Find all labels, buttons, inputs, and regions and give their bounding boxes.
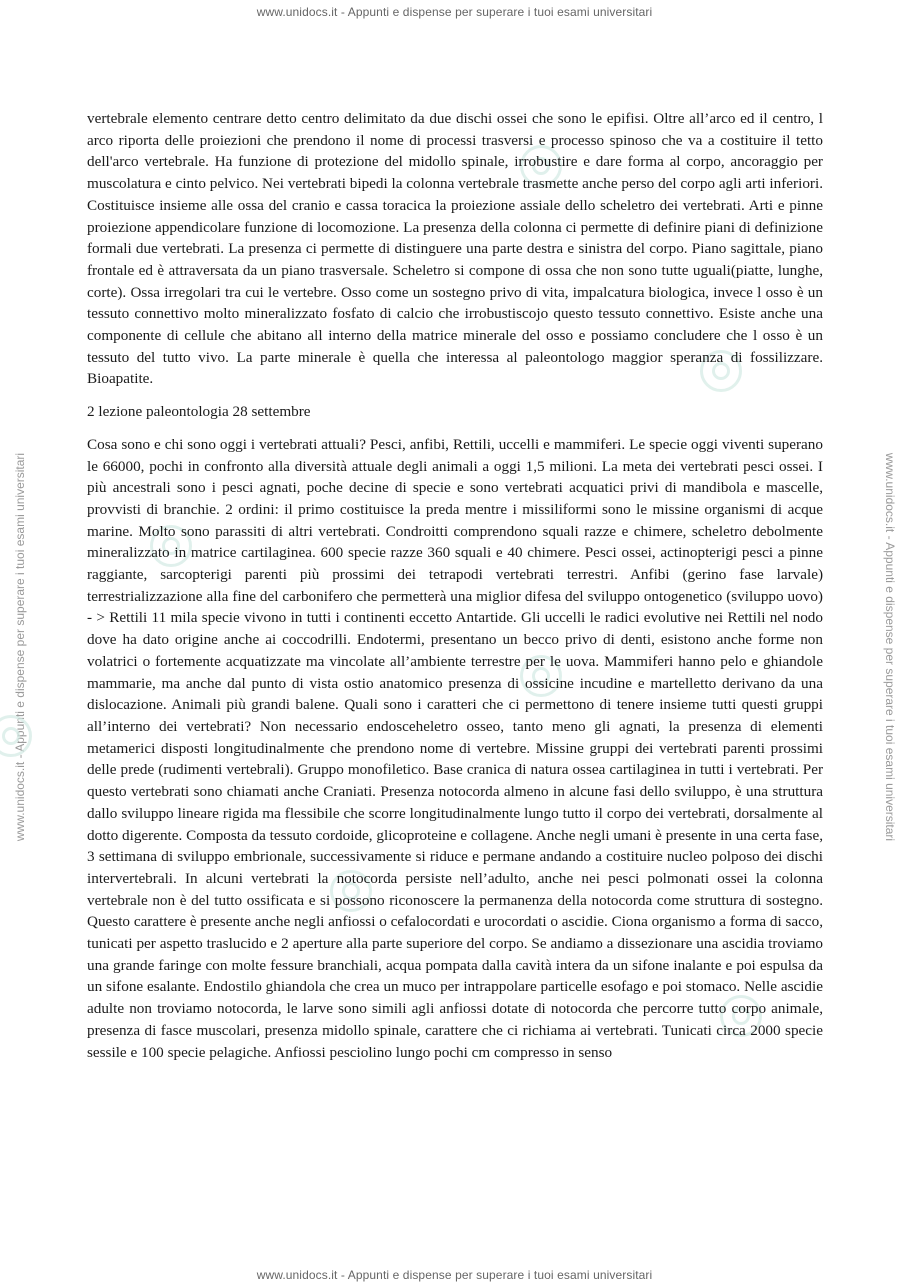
left-side-watermark: www.unidocs.it - Appunti e dispense per superare i tuoi esami universitari: [13, 452, 27, 842]
watermark-logo-icon: [0, 715, 32, 757]
lesson-heading: 2 lezione paleontologia 28 settembre: [87, 403, 311, 421]
paragraph-vertebral-column: vertebrale elemento centrare detto centro delimitato da due dischi ossei che sono le epifisi. Oltre all’arco ed il centro, l arco riporta delle proiezioni che prendono il nome di processi trasversi e processo spinoso che va a costituire il tetto dell'arco vertebrale. Ha funzione di protezione del midollo spinale, irrobustire e dare forma al corpo, ancoraggio per muscolatura e cinto pelvico. Nei vertebrati bipedi la colonna vertebrale trasmette anche perso del corpo agli arti inferiori. Costituisce insieme alle ossa del cranio e cassa toracica la proiezione assiale dello scheletro dei vertebrati. Arti e pinne proiezione appendicolare funzione di locomozione. La presenza della colonna ci permette di definire piani di definizione formali due vertebrati. La presenza ci permette di distinguere una parte destra e sinistra del corpo. Piano sagittale, piano frontale ed è attraversata da un piano trasversale. Scheletro si compone di ossa che non sono tutte uguali(piatte, lunghe, corte). Ossa irregolari tra cui le vertebre. Osso come un sostegno privo di vita, impalcatura biologica, invece l osso è un tessuto connettivo molto mineralizzato fosfato di calcio che irrobustiscojo questo tessuto connettivo. Esiste anche una componente di cellule che abitano all interno della matrice minerale del osso e possiamo concludere che l osso è un tessuto del tutto vivo. La parte minerale è quella che interessa al paleontologo maggior speranza di fossilizzare. Bioapatite.: [87, 110, 823, 388]
right-side-watermark: www.unidocs.it - Appunti e dispense per superare i tuoi esami universitari: [883, 452, 897, 842]
bottom-watermark-banner: www.unidocs.it - Appunti e dispense per superare i tuoi esami universitari: [256, 1268, 653, 1282]
paragraph-living-vertebrates: Cosa sono e chi sono oggi i vertebrati attuali? Pesci, anfibi, Rettili, uccelli e mammiferi. Le specie oggi viventi superano le 66000, pochi in confronto alla diversità attuale degli animali a oggi 1,5 milioni. La meta dei vertebrati pesci ossei. I più ancestrali sono i pesci agnati, poche decine di specie e sono vertebrati acquatici privi di mandibola e mascelle, provvisti di branchie. 2 ordini: il primo costituisce la preda mentre i missiliformi sono le missine organismi di acque marine. Molto sono parassiti di altri vertebrati. Condroitti comprendono squali razze e chimere, scheletro debolmente mineralizzato in matrice cartilaginea. 600 specie razze 360 squali e 40 chimere. Pesci ossei, actinopterigi pesci a pinne raggiante, sarcopterigi parenti più prossimi dei tetrapodi vertebrati terrestri. Anfibi (gerino fase larvale) terrestrializzazione alla fine del carbonifero che permetterà una miglior difesa del sviluppo ontogenetico (sviluppo uovo) - > Rettili 11 mila specie vivono in tutti i continenti eccetto Antartide. Gli uccelli le radici evolutive nei Rettili nel nodo dove ha dato origine anche ai coccodrilli. Endotermi, presentano un becco privo di denti, esistono anche forme non volatrici o fortemente acquatizzate ma vincolate all’ambiente terrestre per le uova. Mammiferi hanno pelo e ghiandole mammarie, ma anche dal punto di vista ostio anatomico presenza di ossicine incudine e martelletto derivano da una dislocazione. Animali più grandi balene. Quali sono i caratteri che ci permettono di tenere insieme tutti questi gruppi all’interno dei vertebrati? Non necessario endosceheletro osseo, tanto meno gli agnati, la presenza di elementi metamerici disposti longitudinalmente che prendono nome di vertebre. Missine gruppi dei vertebrati parenti prossimi delle prede (rudimenti vertebrali). Gruppo monofiletico. Base cranica di natura ossea cartilaginea in tutti i vertebrati. Per questo vertebrati sono chiamati anche Craniati. Presenza notocorda almeno in alcune fasi dello sviluppo, è una struttura dallo sviluppo lineare rigida ma flessibile che scorre longitudinalmente lungo tutto il corpo dei vertebrati, dorsalmente al dotto digerente. Composta da tessuto cordoide, glicoproteine e collagene. Anche negli umani è presente in una certa fase, 3 settimana di sviluppo embrionale, successivamente si riduce e permane andando a costituire nucleo polposo dei dischi intervertebrali. In alcuni vertebrati la notocorda persiste nell’adulto, anche nei pesci polmonati ossei la colonna vertebrale non è del tutto ossificata e si possono riconoscere la permanenza della notocorda come struttura di sostegno. Questo carattere è presente anche negli anfiossi o cefalocordati e urocordati o ascidie. Ciona organismo a forma di sacco, tunicati per aspetto traslucido e 2 aperture alla parte superiore del corpo. Se andiamo a dissezionare una ascidia troviamo una grande faringe con molte fessure branchiali, acqua pompata dalla cavità intera da un sifone inalante e poi espulsa da un sifone esalante. Endostilo ghiandola che crea un muco per intrappolare particelle esofago e poi stomaco. Nelle ascidie adulte non troviamo notocorda, le larve sono simili agli anfiossi dotate di notocorda che percorre tutto corpo animale, presenza di fasce muscolari, presenza midollo spinale, carattere che ci richiama ai vertebrati. Tunicati circa 2000 specie sessile e 100 specie pelagiche. Anfiossi pesciolino lungo pochi cm compresso in senso: [87, 435, 824, 1061]
document-body: [87, 108, 823, 1063]
top-watermark-banner: www.unidocs.it - Appunti e dispense per superare i tuoi esami universitari: [256, 5, 653, 19]
